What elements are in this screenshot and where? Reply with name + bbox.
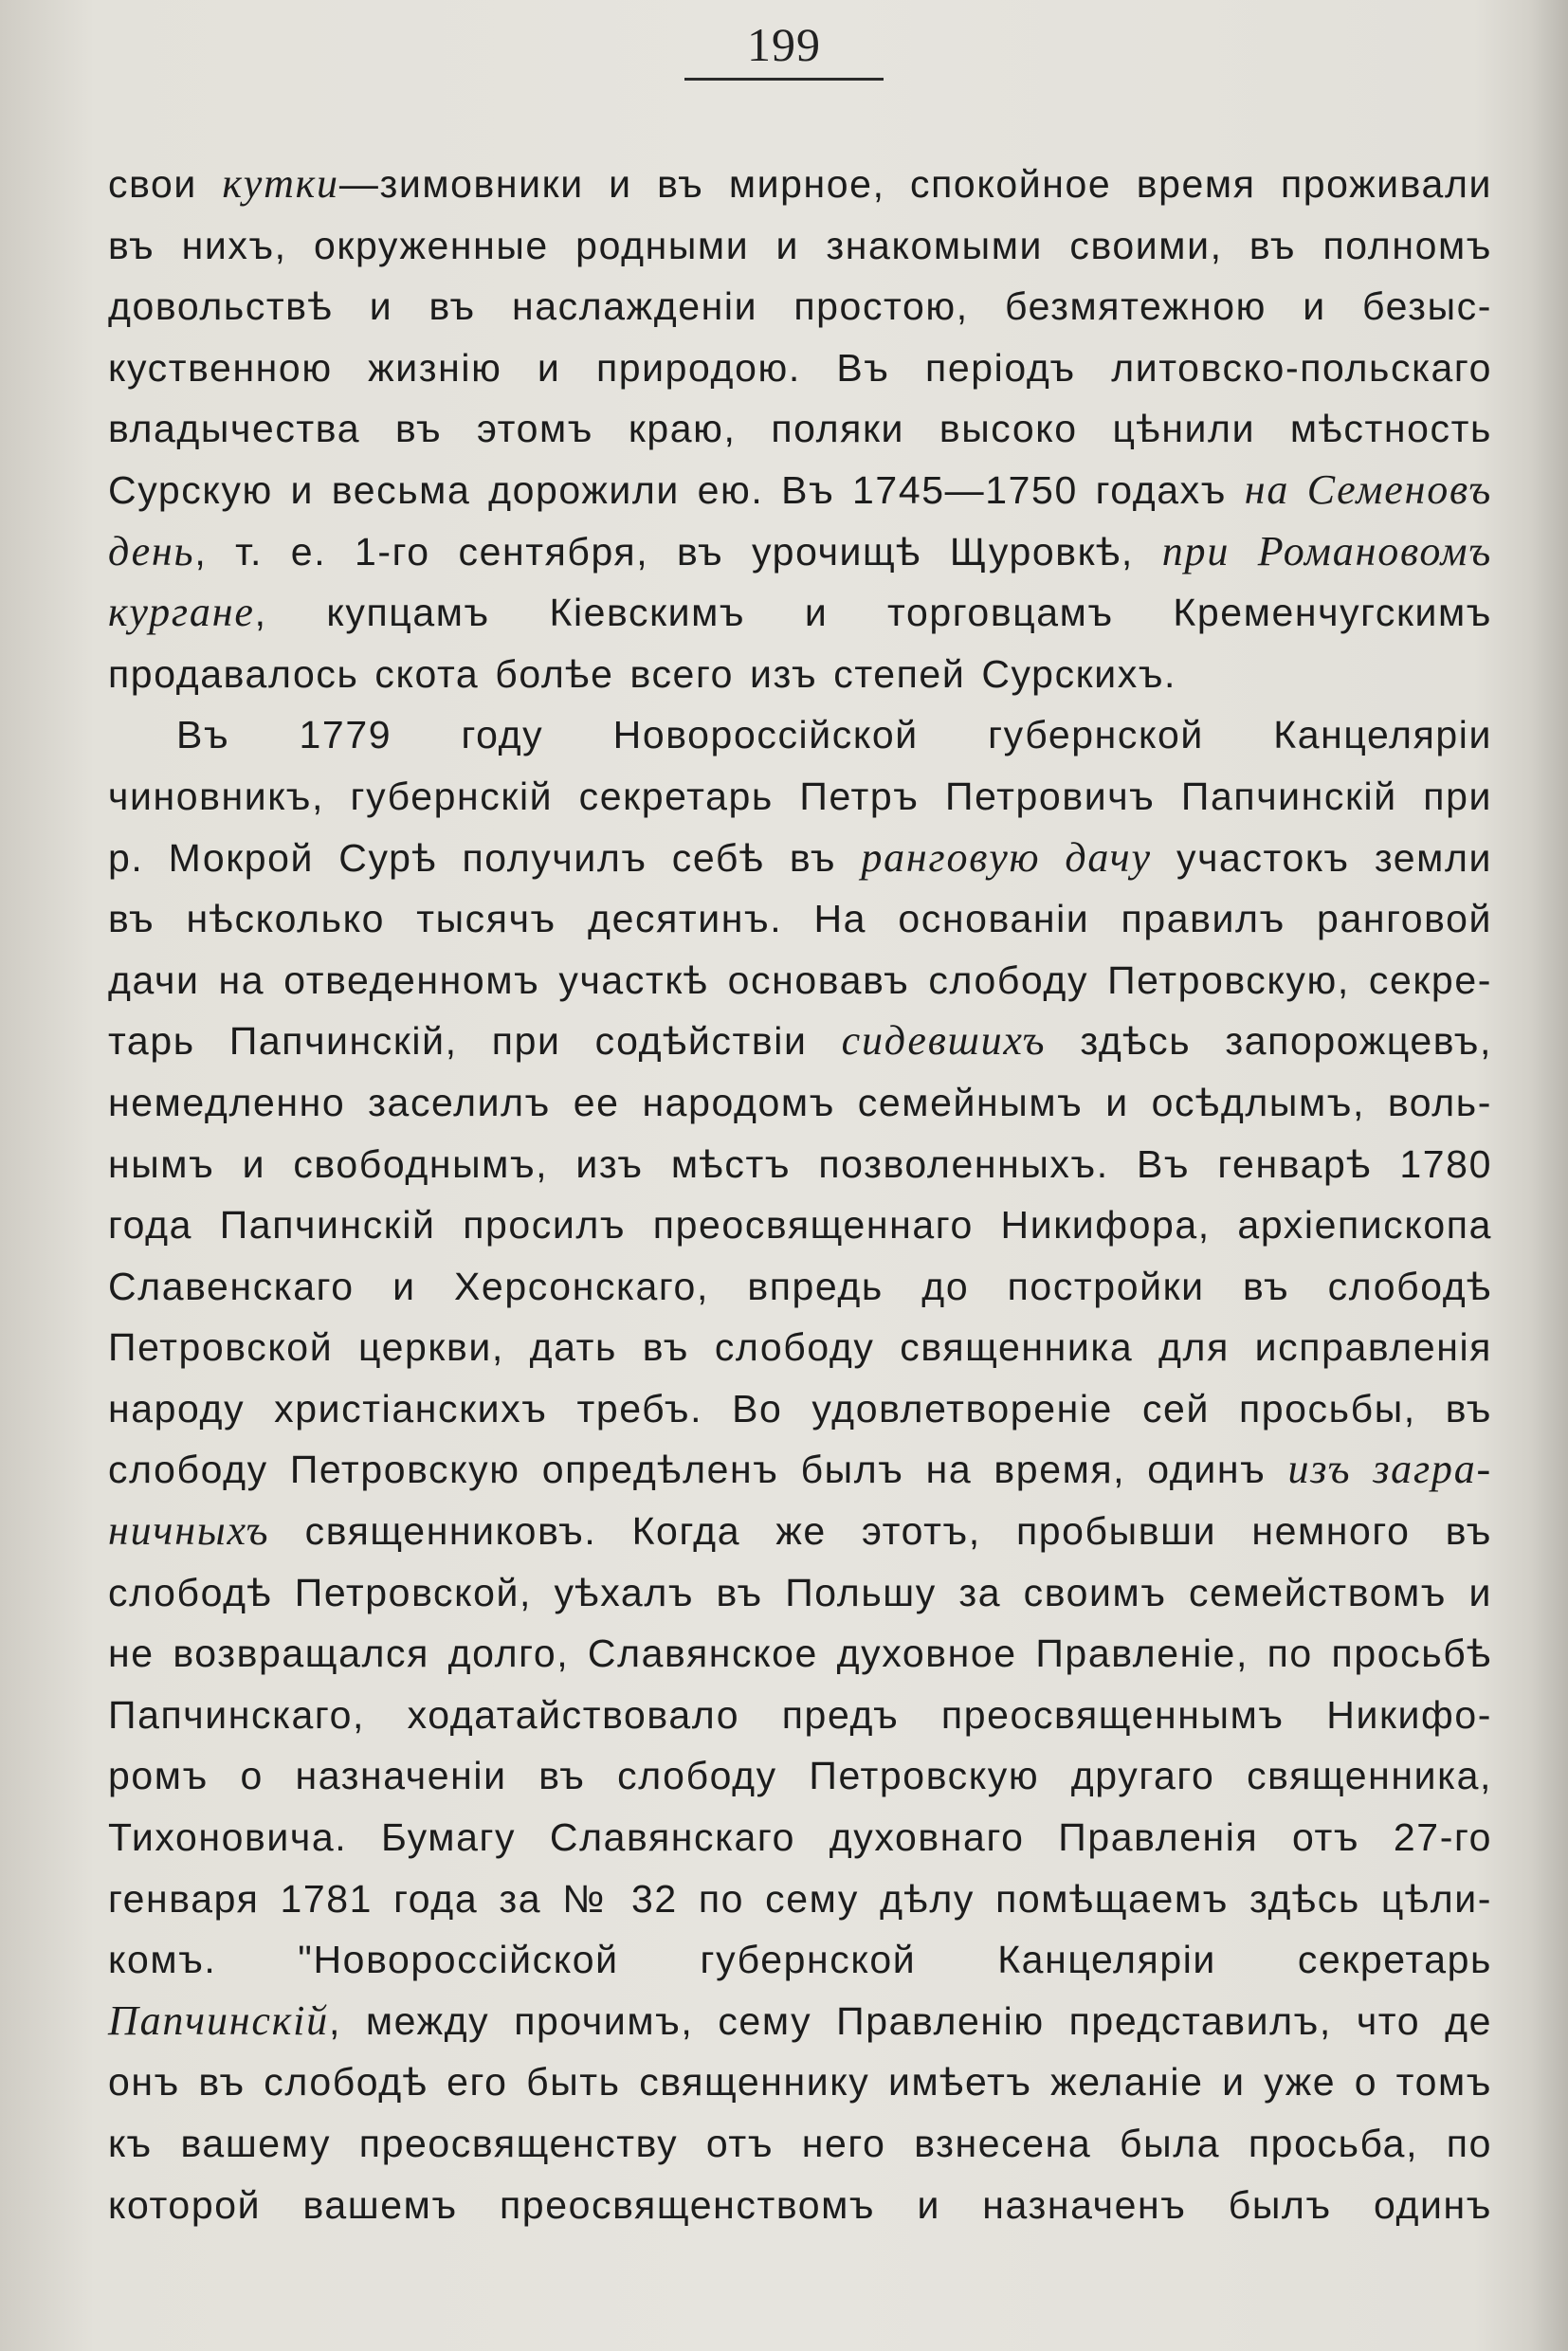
text-line xyxy=(108,337,1492,399)
text-run: здѣсь запорожцевъ, xyxy=(1046,1019,1492,1064)
italic-text-run: день xyxy=(108,527,195,574)
text-line xyxy=(108,1745,1492,1807)
text-run: чиновникъ, губернскій секретарь Петръ Петровичъ Папчинскій при xyxy=(108,774,1492,818)
text-line xyxy=(108,1439,1492,1501)
body-text xyxy=(108,154,1492,2235)
text-line xyxy=(108,766,1492,828)
italic-text-run: сидевшихъ xyxy=(841,1017,1047,1065)
italic-text-run: при Романовомъ xyxy=(1161,527,1493,574)
text-run: нымъ и свободнымъ, изъ мѣстъ позволенныхъ. Въ генварѣ 1780 xyxy=(108,1141,1492,1186)
italic-text-run: Папчинскій xyxy=(108,1996,329,2044)
text-run: куственною жизнію и природою. Въ періодъ литовско-польскаго xyxy=(108,345,1492,390)
italic-text-run: ничныхъ xyxy=(108,1507,270,1555)
text-run: священниковъ. Когда же этотъ, пробывши немного въ xyxy=(269,1509,1492,1554)
text-run: , купцамъ Кіевскимъ и торговцамъ Кременчугскимъ xyxy=(254,591,1492,635)
text-run: Сурскую и весьма дорожили ею. Въ 1745—1750 годахъ xyxy=(108,467,1245,512)
text-run: дачи на отведенномъ участкѣ основавъ слободу Петровскую, секре- xyxy=(108,957,1492,1002)
text-run: онъ въ слободѣ его быть священнику имѣетъ желаніе и уже о томъ xyxy=(108,2060,1492,2105)
text-line xyxy=(108,276,1492,337)
text-line xyxy=(108,215,1492,277)
text-line xyxy=(108,2051,1492,2113)
text-line xyxy=(108,1501,1492,1562)
text-line xyxy=(108,1868,1492,1930)
text-line xyxy=(108,1991,1492,2052)
text-line xyxy=(108,1623,1492,1685)
text-run: слободу Петровскую опредѣленъ былъ на время, одинъ xyxy=(108,1448,1288,1492)
text-run: , т. е. 1-го сентября, въ урочищѣ Щуровкѣ, xyxy=(194,529,1162,574)
text-run: комъ. "Новороссійской губернской Канцеляріи секретарь xyxy=(108,1938,1492,1982)
text-line xyxy=(108,2175,1492,2236)
text-run: генваря 1781 года за № 32 по сему дѣлу помѣщаемъ здѣсь цѣли- xyxy=(108,1876,1492,1921)
text-run: тарь Папчинскій, при содѣйствіи xyxy=(108,1019,842,1064)
text-run: участокъ земли xyxy=(1151,835,1492,880)
text-line xyxy=(108,644,1492,705)
text-line xyxy=(108,950,1492,1011)
text-line xyxy=(108,1011,1492,1072)
text-run: народу христіанскихъ требъ. Во удовлетвореніе сей просьбы, въ xyxy=(108,1386,1492,1431)
page-number: 199 xyxy=(684,17,884,81)
text-line xyxy=(108,1134,1492,1195)
text-line xyxy=(108,154,1492,215)
text-line xyxy=(108,1072,1492,1134)
text-run: владычества въ этомъ краю, поляки высоко цѣнили мѣстность xyxy=(108,407,1492,451)
page-header xyxy=(0,17,1568,81)
text-line xyxy=(108,1562,1492,1624)
page-edge-shadow xyxy=(1530,0,1568,2351)
text-run: слободѣ Петровской, уѣхалъ въ Польшу за своимъ семействомъ и xyxy=(108,1570,1492,1614)
italic-text-run: кутки xyxy=(222,160,339,207)
italic-text-run: изъ загра- xyxy=(1287,1446,1492,1493)
text-run: которой вашемъ преосвященствомъ и назначенъ былъ одинъ xyxy=(108,2182,1492,2227)
text-line xyxy=(108,1929,1492,1991)
text-line xyxy=(108,1685,1492,1746)
text-run: , между прочимъ, сему Правленію представилъ, что де xyxy=(328,1998,1492,2043)
text-run: немедленно заселилъ ее народомъ семейнымъ и осѣдлымъ, воль- xyxy=(108,1080,1492,1124)
text-run: ромъ о назначеніи въ слободу Петровскую другаго священника, xyxy=(108,1754,1492,1798)
text-line xyxy=(108,704,1492,766)
text-line xyxy=(108,521,1492,583)
text-run: довольствѣ и въ наслажденіи простою, безмятежною и безыс- xyxy=(108,284,1492,329)
text-line xyxy=(108,1256,1492,1318)
text-line xyxy=(108,828,1492,889)
italic-text-run: кургане xyxy=(108,589,255,636)
text-line xyxy=(108,398,1492,460)
text-line xyxy=(108,582,1492,644)
text-run: не возвращался долго, Славянское духовное Правленіе, по просьбѣ xyxy=(108,1631,1492,1676)
text-run: продавалось скота болѣе всего изъ степей Сурскихъ. xyxy=(108,651,1177,696)
text-line xyxy=(108,460,1492,521)
text-run: свои xyxy=(108,162,223,206)
italic-text-run: ранговую дачу xyxy=(861,833,1152,881)
text-run: года Папчинскій просилъ преосвященнаго Никифора, архіепископа xyxy=(108,1203,1492,1248)
text-run: въ нѣсколько тысячъ десятинъ. На основаніи правилъ ранговой xyxy=(108,897,1492,941)
text-line xyxy=(108,1378,1492,1440)
text-run: р. Мокрой Сурѣ получилъ себѣ въ xyxy=(108,835,862,880)
text-run: къ вашему преосвященству отъ него взнесена была просьба, по xyxy=(108,2122,1492,2165)
text-line xyxy=(108,1194,1492,1256)
text-run: Въ 1779 году Новороссійской губернской Канцеляріи xyxy=(176,713,1492,757)
text-line xyxy=(108,1317,1492,1378)
text-run: Славенскаго и Херсонскаго, впредь до постройки въ слободѣ xyxy=(108,1264,1492,1308)
text-run: Папчинскаго, ходатайствовало предъ преосвященнымъ Никифо- xyxy=(108,1692,1492,1737)
text-run: —зимовники и въ мирное, спокойное время проживали xyxy=(338,162,1492,206)
text-line xyxy=(108,2113,1492,2175)
italic-text-run: на Семеновъ xyxy=(1244,465,1492,513)
text-line xyxy=(108,1807,1492,1868)
text-run: Петровской церкви, дать въ слободу священника для исправленія xyxy=(108,1325,1492,1370)
text-run: Тихоновича. Бумагу Славянскаго духовнаго Правленія отъ 27-го xyxy=(108,1815,1492,1860)
text-line xyxy=(108,888,1492,950)
text-run: въ нихъ, окруженные родными и знакомыми своими, въ полномъ xyxy=(108,223,1492,267)
